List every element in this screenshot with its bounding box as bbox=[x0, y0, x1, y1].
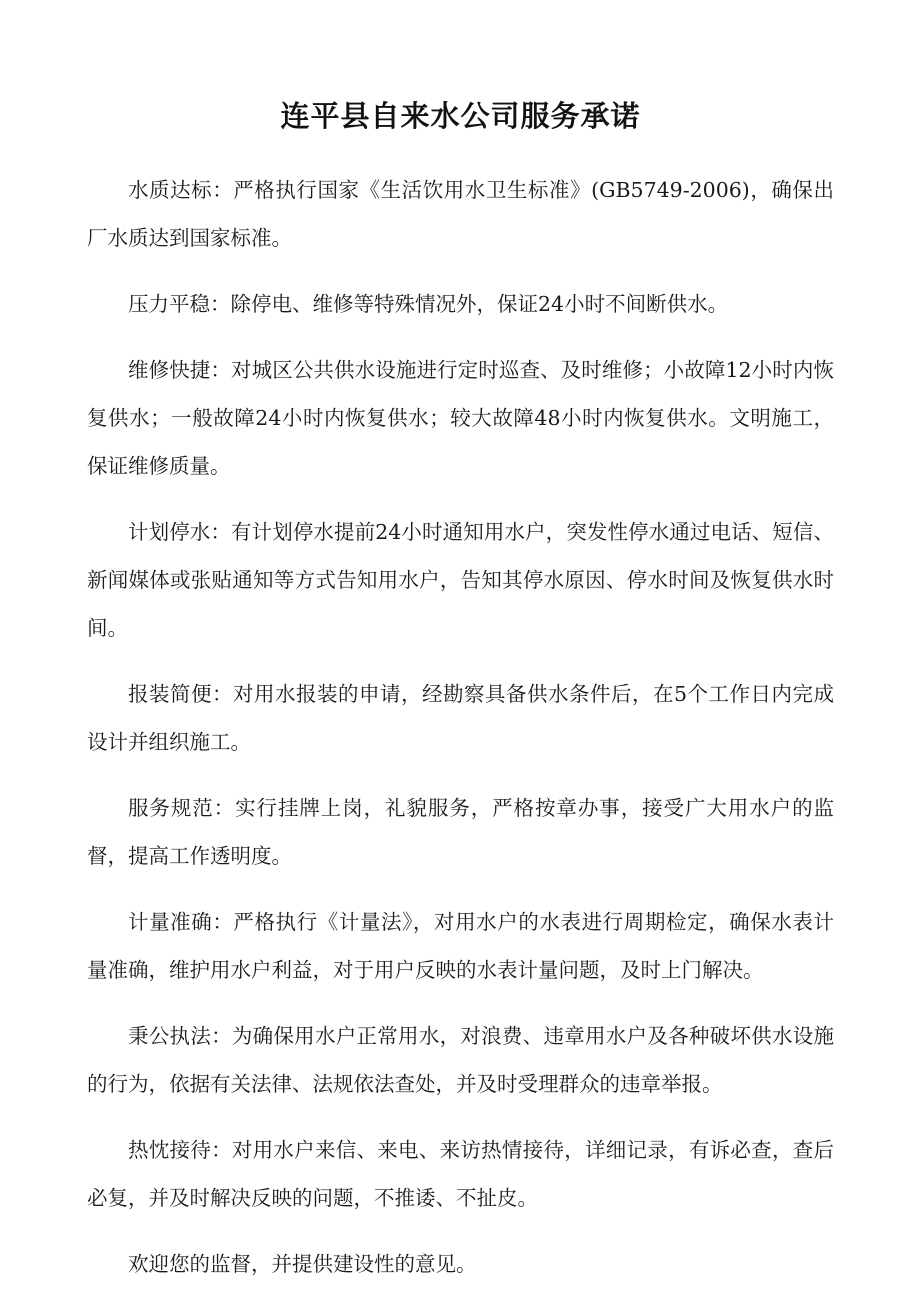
paragraph-water-quality: 水质达标：严格执行国家《生活饮用水卫生标准》(GB5749-2006)，确保出厂水质达到国家标准。 bbox=[87, 178, 834, 250]
paragraph-metering: 计量准确：严格执行《计量法》，对用水户的水表进行周期检定，确保水表计量准确，维护用水户利益，对于用户反映的水表计量问题，及时上门解决。 bbox=[87, 910, 834, 982]
paragraph-installation: 报装简便：对用水报装的申请，经勘察具备供水条件后，在5个工作日内完成设计并组织施工。 bbox=[87, 682, 834, 754]
paragraph-law-enforcement: 秉公执法：为确保用水户正常用水，对浪费、违章用水户及各种破坏供水设施的行为，依据有关法律、法规依法查处，并及时受理群众的违章举报。 bbox=[87, 1024, 834, 1096]
paragraph-pressure: 压力平稳：除停电、维修等特殊情况外，保证24小时不间断供水。 bbox=[128, 292, 729, 316]
document-body bbox=[87, 166, 834, 1288]
paragraph-planned-outage: 计划停水：有计划停水提前24小时通知用水户，突发性停水通过电话、短信、新闻媒体或张贴通知等方式告知用水户，告知其停水原因、停水时间及恢复供水时间。 bbox=[87, 520, 834, 640]
paragraph-repair: 维修快捷：对城区公共供水设施进行定时巡查、及时维修；小故障12小时内恢复供水；一般故障24小时内恢复供水；较大故障48小时内恢复供水。文明施工，保证维修质量。 bbox=[87, 358, 834, 478]
paragraph-reception: 热忱接待：对用水户来信、来电、来访热情接待，详细记录，有诉必查，查后必复，并及时解决反映的问题，不推诿、不扯皮。 bbox=[87, 1138, 834, 1210]
paragraph-closing: 欢迎您的监督，并提供建设性的意见。 bbox=[128, 1252, 477, 1276]
page-title: 连平县自来水公司服务承诺 bbox=[280, 99, 641, 133]
paragraph-service-standard: 服务规范：实行挂牌上岗，礼貌服务，严格按章办事，接受广大用水户的监督，提高工作透明度。 bbox=[87, 796, 834, 868]
